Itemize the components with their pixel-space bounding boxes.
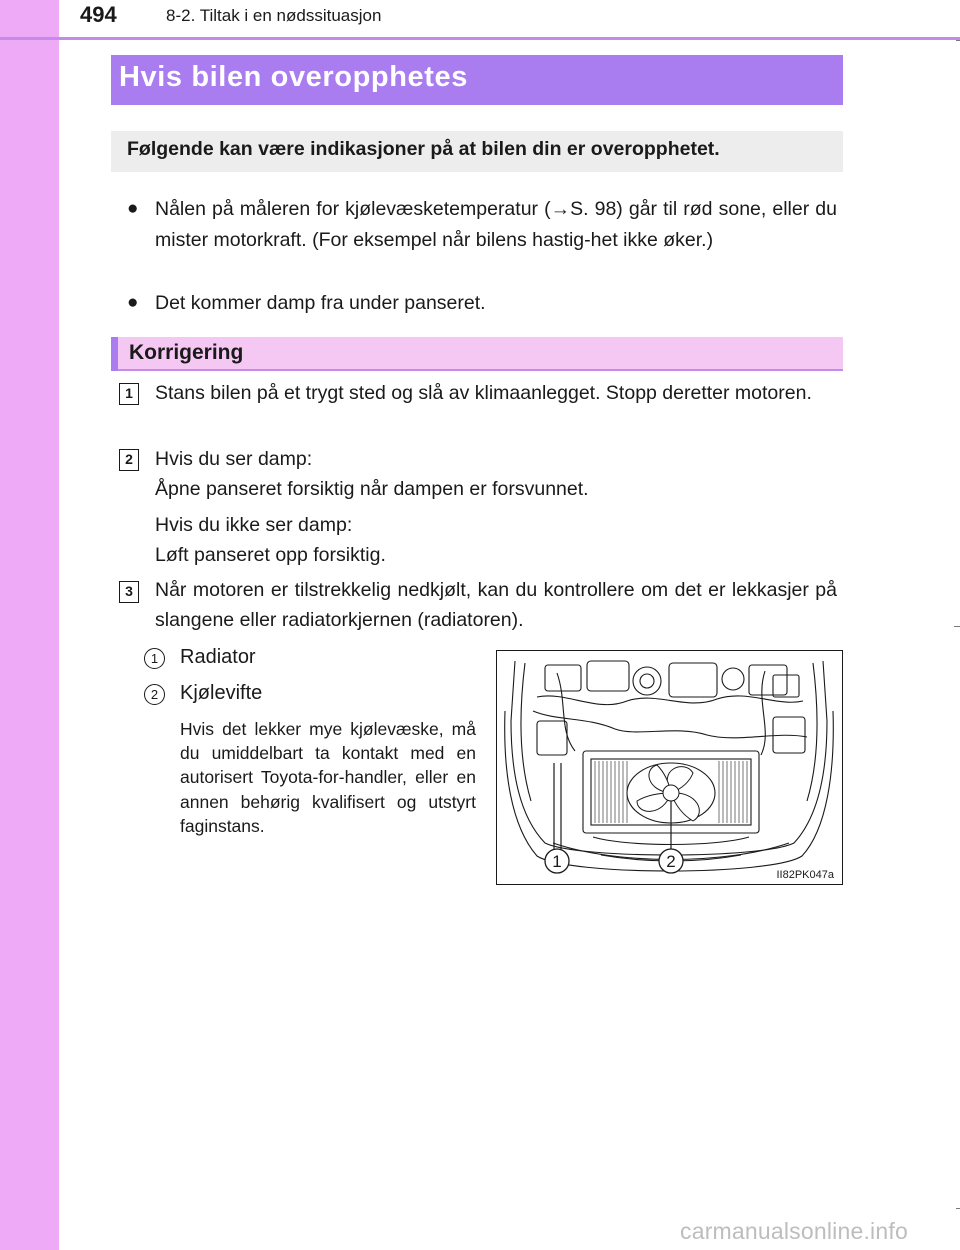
step-number-1: 1 xyxy=(119,383,139,405)
crop-mark xyxy=(954,626,960,627)
page-title: Hvis bilen overopphetes xyxy=(119,61,468,93)
crop-mark xyxy=(956,1208,960,1209)
chapter-sidebar-tab xyxy=(0,0,59,1250)
figure-callout-1: 1 xyxy=(552,852,562,871)
step-3-text: Når motoren er tilstrekkelig nedkjølt, kan du kontrollere om det er lekkasjer på slangene eller radiatorkjernen (radiatoren). xyxy=(155,579,837,631)
header-rule xyxy=(0,37,960,40)
callout-number-2: 2 xyxy=(144,684,165,705)
bullet-text-temperature: Nålen på måleren for kjølevæsketemperatur (→S. 98) går til rød sone, eller du mister motorkraft. (For eksempel når bilens hastig-het ikke øker.) xyxy=(155,198,837,251)
callout-number-1: 1 xyxy=(144,648,165,669)
bullet-marker: ● xyxy=(127,198,139,219)
step-1-text: Stans bilen på et trygt sted og slå av klimaanlegget. Stopp deretter motoren. xyxy=(155,382,812,404)
bullet-marker: ● xyxy=(127,292,139,313)
page-number: 494 xyxy=(80,2,117,27)
intro-text: Følgende kan være indikasjoner på at bilen din er overopphetet. xyxy=(127,138,720,160)
step-number-3: 3 xyxy=(119,581,139,603)
subheading-accent xyxy=(111,337,118,371)
step-2-line-2: Åpne panseret forsiktig når dampen er forsvunnet. xyxy=(155,478,589,500)
step-2-line-1: Hvis du ser damp: xyxy=(155,448,313,470)
engine-bay-drawing xyxy=(497,651,842,884)
intro-box xyxy=(111,131,843,172)
title-bar xyxy=(111,55,843,105)
step-2-line-4: Løft panseret opp forsiktig. xyxy=(155,544,386,566)
bullet-text-steam: Det kommer damp fra under panseret. xyxy=(155,292,486,314)
figure-code: II82PK047a xyxy=(776,869,834,881)
engine-bay-illustration xyxy=(496,650,843,885)
callout-label-cooling-fan: Kjølevifte xyxy=(180,682,263,704)
figure-callout-2: 2 xyxy=(666,852,676,871)
subheading-title: Korrigering xyxy=(129,341,244,364)
section-label: 8-2. Tiltak i en nødssituasjon xyxy=(166,6,382,25)
watermark: carmanualsonline.info xyxy=(680,1218,908,1244)
crop-mark xyxy=(956,40,960,41)
step-2-line-3: Hvis du ikke ser damp: xyxy=(155,514,353,536)
leak-note: Hvis det lekker mye kjølevæske, må du umiddelbart ta kontakt med en autorisert Toyota-for-handler, eller en annen behørig kvalifisert og utstyrt faginstans. xyxy=(180,719,476,836)
step-number-2: 2 xyxy=(119,449,139,471)
subheading-bar xyxy=(111,337,843,371)
callout-label-radiator: Radiator xyxy=(180,646,256,668)
